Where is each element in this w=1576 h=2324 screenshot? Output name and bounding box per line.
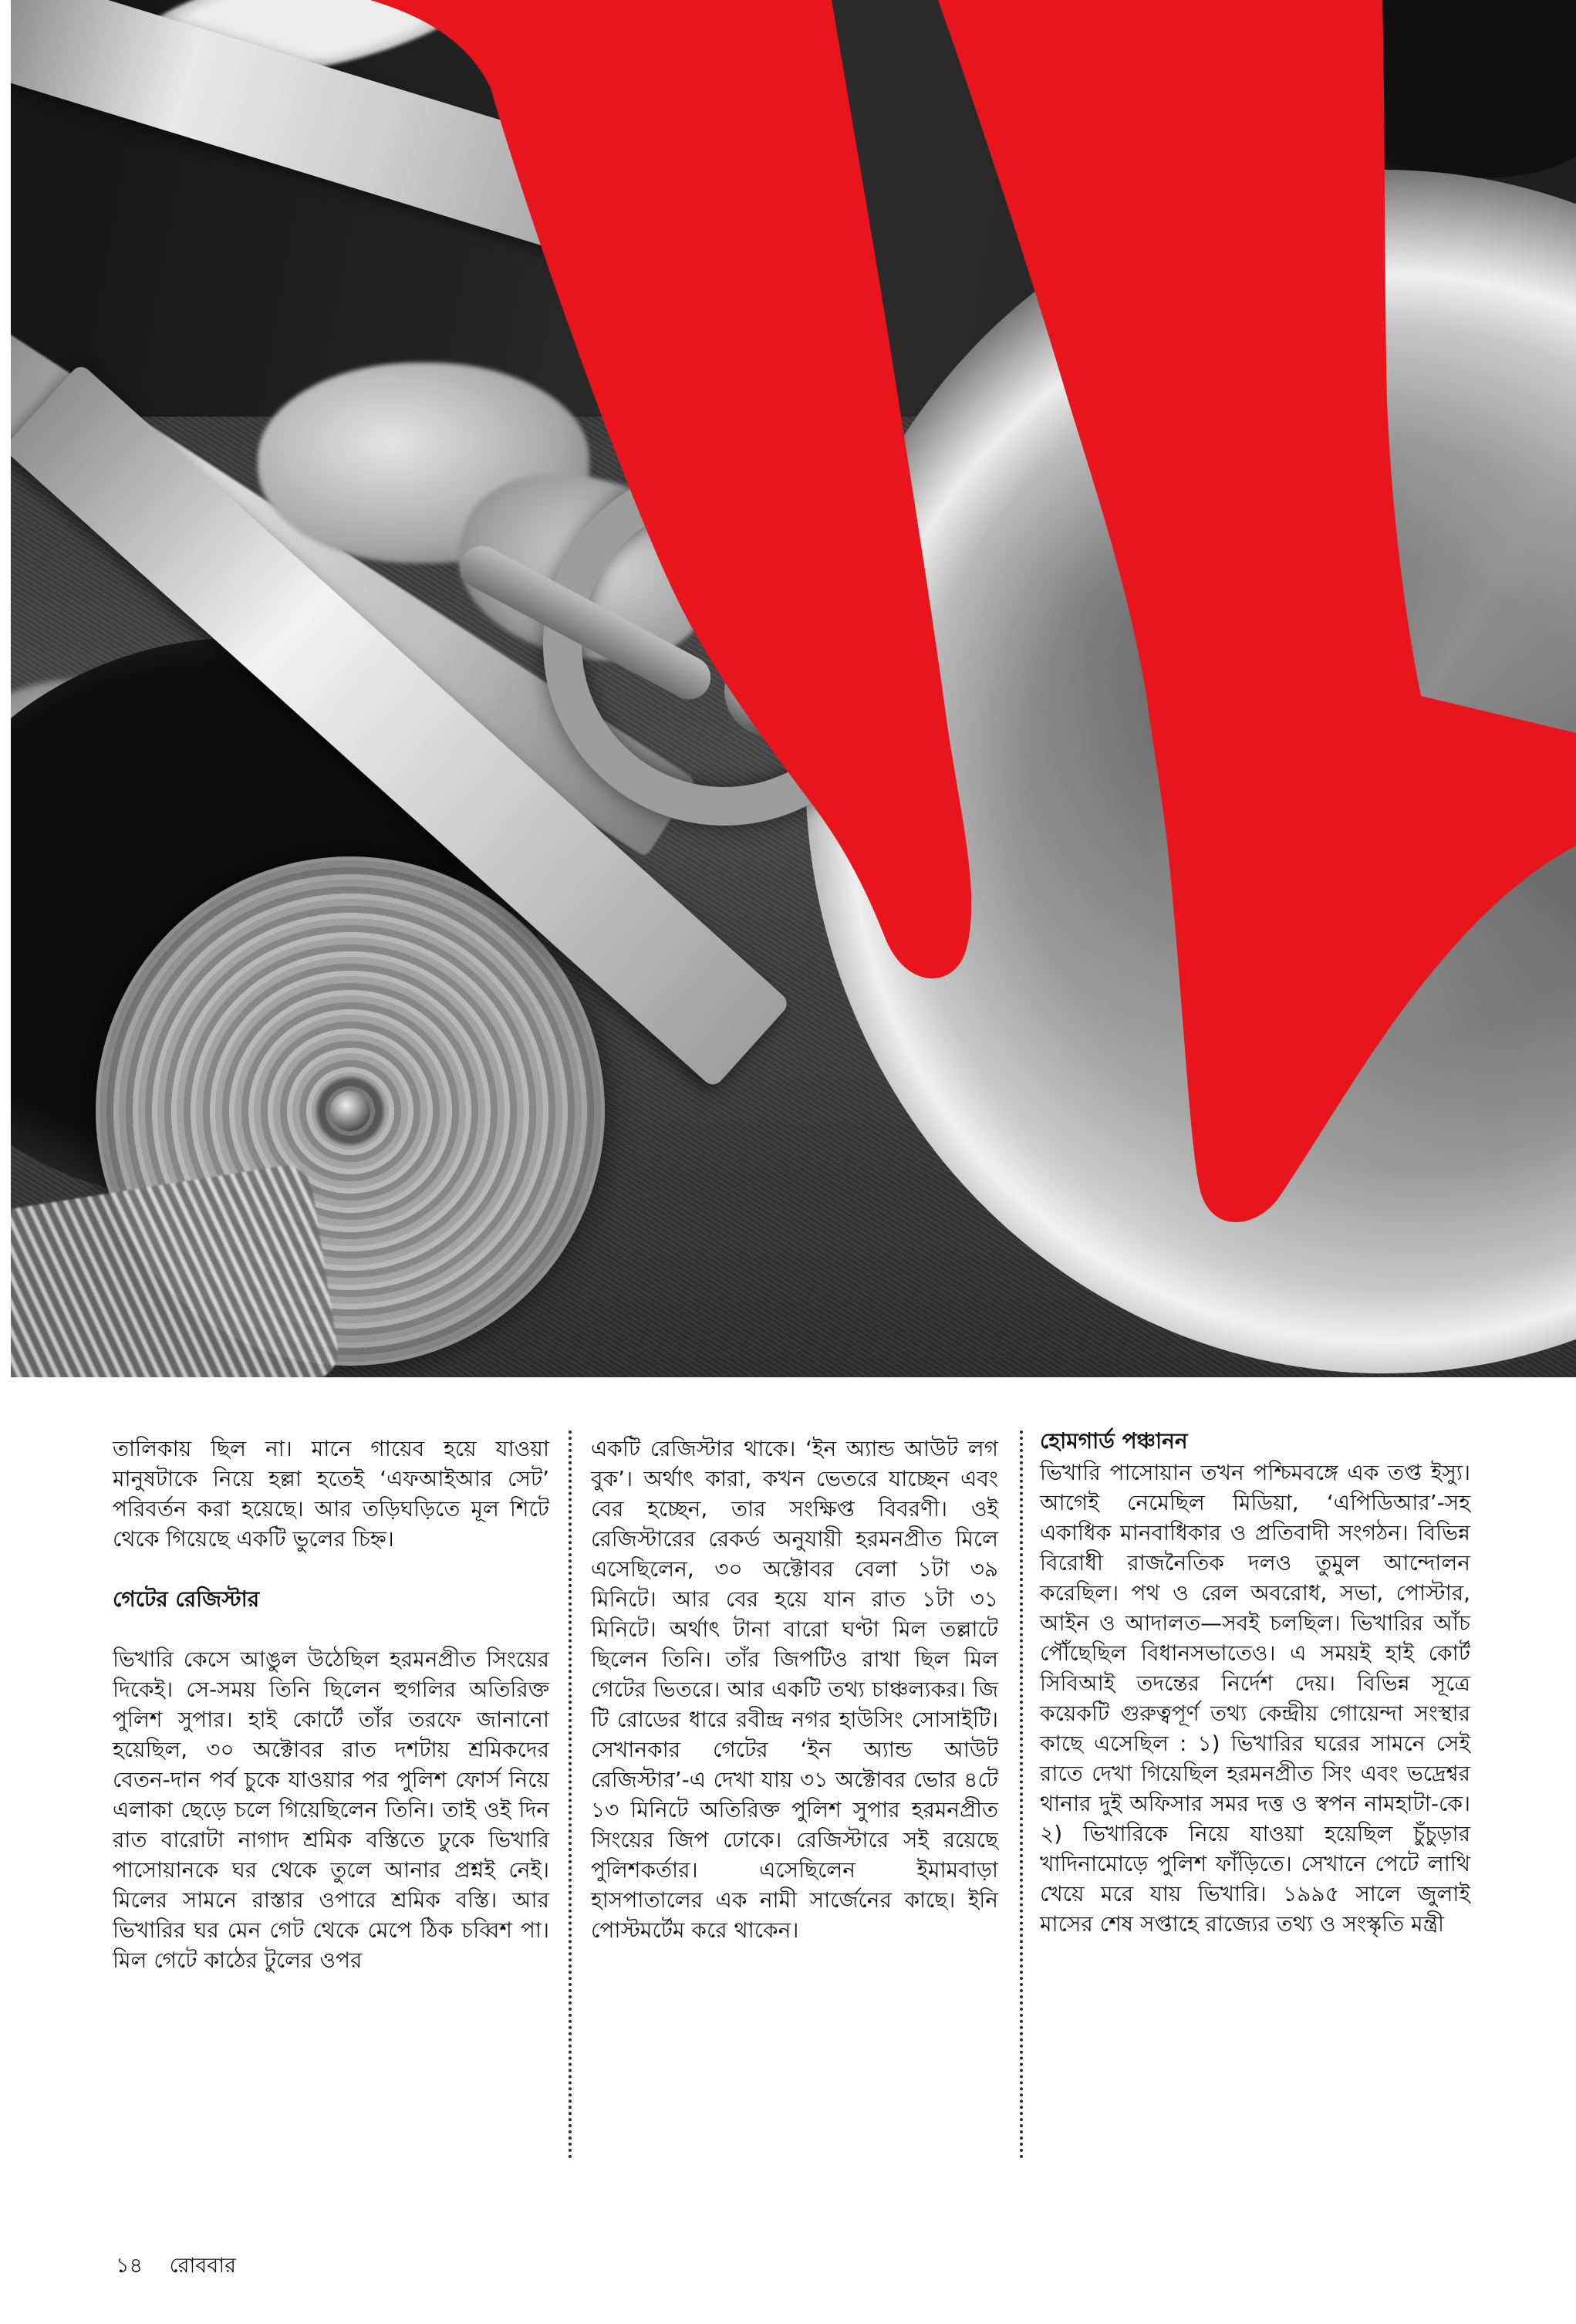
paragraph: একটি রেজিস্টার থাকে। ‘ইন অ্যান্ড আউট লগ বুক’। অর্থাৎ কারা, কখন ভেতরে যাচ্ছেন এবং বের হচ্ছেন, তার সংক্ষিপ্ত বিবরণী। ওই রেজিস্টারের রেকর্ড অনুযায়ী হরমনপ্রীত মিলে এসেছিলেন, ৩০ অক্টোবর বেলা ১টা ৩৯ মিনিটে। আর বের হয়ে যান রাত ১টা ৩১ মিনিটে। অর্থাৎ টানা বারো ঘণ্টা মিল তল্লাটে ছিলেন তিনি। তাঁর জিপটিও রাখা ছিল মিল গেটের ভিতরে। আর একটি তথ্য চাঞ্চল্যকর। জি টি রোডের ধারে রবীন্দ্র নগর হাউসিং সোসাইটি। সেখানকার গেটের ‘ইন অ্যান্ড আউট রেজিস্টার’-এ দেখা যায় ৩১ অক্টোবর ভোর ৪টে ১৩ মিনিটে অতিরিক্ত পুলিশ সুপার হরমনপ্রীত সিংয়ের জিপ ঢোকে। রেজিস্টারে সই রয়েছে পুলিশকর্তার। এসেছিলেন ইমামবাড়া হাসপাতালের এক নামী সার্জেনের কাছে। ইনি পোস্টমর্টেম করে থাকেন। bbox=[591, 1436, 998, 1943]
paragraph: ভিখারি কেসে আঙুল উঠেছিল হরমনপ্রীত সিংয়ের দিকেই। সে-সময় তিনি ছিলেন হুগলির অতিরিক্ত পুলিশ সুপার। হাই কোর্টে তাঁর তরফে জানানো হয়েছিল, ৩০ অক্টোবর রাত দশটায় শ্রমিকদের বেতন-দান পর্ব চুকে যাওয়ার পর পুলিশ ফোর্স নিয়ে এলাকা ছেড়ে চলে গিয়েছিলেন তিনি। তাই ওই দিন রাত বারোটা নাগাদ শ্রমিক বস্তিতে ঢুকে ভিখারি পাসোয়ানকে ঘর থেকে তুলে আনার প্রশ্নই নেই। মিলের সামনে রাস্তার ওপারে শ্রমিক বস্তি। আর ভিখারির ঘর মেন গেট থেকে মেপে ঠিক চব্বিশ পা। মিল গেটে কাঠের টুলের ওপর bbox=[113, 1647, 549, 1973]
mill-photo bbox=[11, 0, 1576, 1377]
article-column-2 bbox=[591, 1434, 998, 1945]
paragraph: তালিকায় ছিল না। মানে গায়েব হয়ে যাওয়া মানুষটাকে নিয়ে হল্লা হতেই ‘এফআইআর সেট’ পরিবর্তন করা হয়েছে। আর তড়িঘড়িতে মূল শিটে থেকে গিয়েছে একটি ভুলের চিহ্ন। bbox=[113, 1436, 549, 1552]
magazine-name: রোববার bbox=[169, 2254, 237, 2278]
red-stroke-left bbox=[370, 0, 971, 978]
article-column-3 bbox=[1040, 1426, 1470, 1939]
page-footer bbox=[116, 2250, 236, 2285]
paragraph: ভিখারি পাসোয়ান তখন পশ্চিমবঙ্গে এক তপ্ত ইস্যু। আগেই নেমেছিল মিডিয়া, ‘এপিডিআর’-সহ একাধিক মানবাধিকার ও প্রতিবাদী সংগঠন। বিভিন্ন বিরোধী রাজনৈতিক দলও তুমুল আন্দোলন করেছিল। পথ ও রেল অবরোধ, সভা, পোস্টার, আইন ও আদালত—সবই চলছিল। ভিখারির আঁচ পৌঁছেছিল বিধানসভাতেও। এ সময়ই হাই কোর্ট সিবিআই তদন্তের নির্দেশ দেয়। বিভিন্ন সূত্রে কয়েকটি গুরুত্বপূর্ণ তথ্য কেন্দ্রীয় গোয়েন্দা সংস্থার কাছে এসেছিল : ১) ভিখারির ঘরের সামনে সেই রাতে দেখা গিয়েছিল হরমনপ্রীত সিং এবং ভদ্রেশ্বর থানার দুই অফিসার সমর দত্ত ও স্বপন নামহাটা-কে। ২) ভিখারিকে নিয়ে যাওয়া হয়েছিল চুঁচুড়ার খাদিনামোড়ে পুলিশ ফাঁড়িতে। সেখানে পেটে লাথি খেয়ে মরে যায় ভিখারি। ১৯৯৫ সালে জুলাই মাসের শেষ সপ্তাহে রাজ্যের তথ্য ও সংস্কৃতি মন্ত্রী bbox=[1040, 1460, 1470, 1937]
section-heading-gate-register: গেটের রেজিস্টার bbox=[113, 1586, 260, 1612]
article-column-1 bbox=[113, 1434, 549, 1975]
red-stroke-right bbox=[938, 0, 1576, 1222]
section-heading-homeguard: হোমগার্ড পঞ্চানন bbox=[1040, 1428, 1188, 1454]
page-number: ১৪ bbox=[116, 2254, 143, 2278]
column-divider-2 bbox=[1020, 1431, 1023, 2159]
red-brush-overlay bbox=[11, 0, 1576, 1377]
column-divider-1 bbox=[569, 1431, 572, 2159]
